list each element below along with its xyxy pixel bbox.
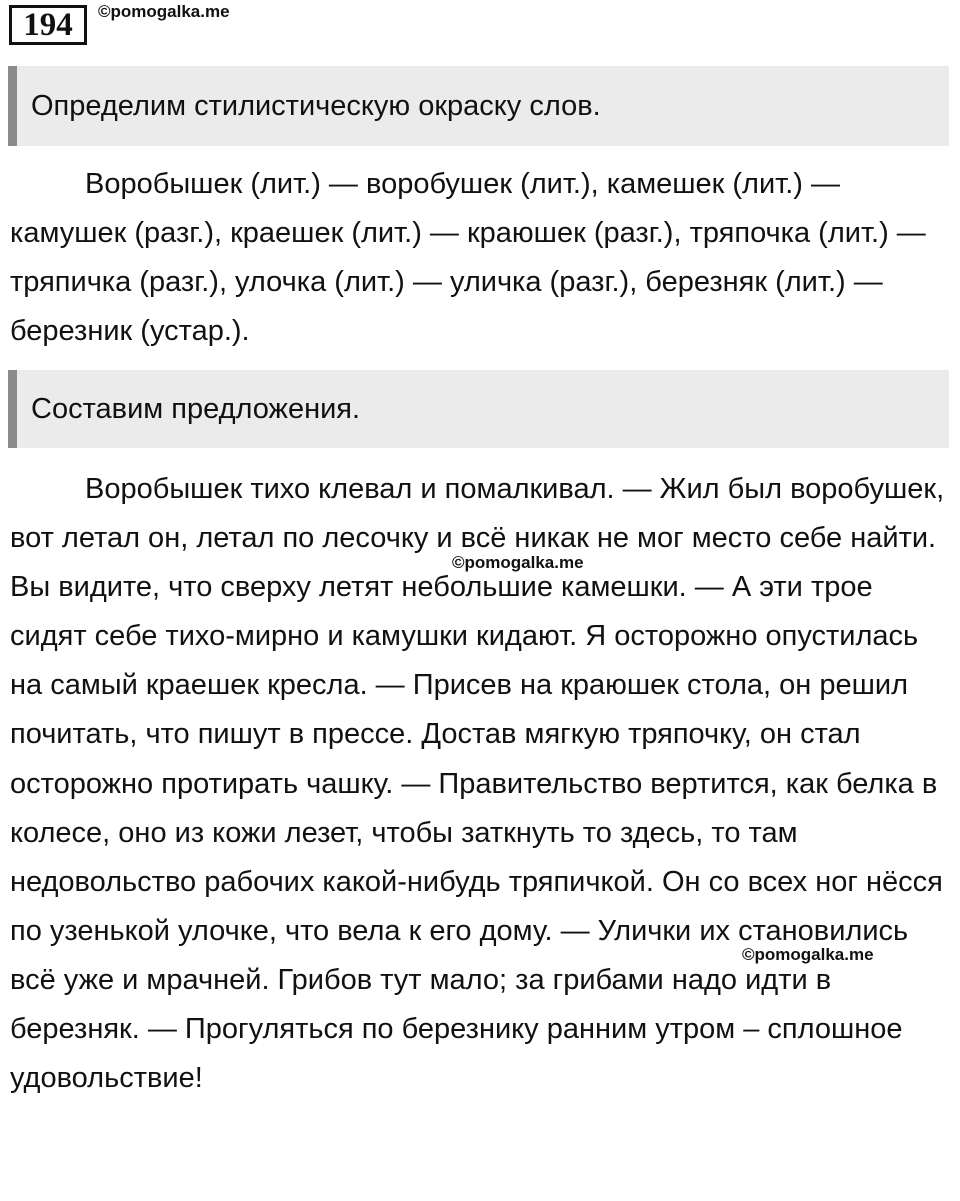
section-heading-1 xyxy=(8,66,949,146)
section-heading-1-text: Определим стилистическую окраску слов. xyxy=(31,89,601,122)
task-number: 194 xyxy=(23,6,73,43)
watermark-lower: ©pomogalka.me xyxy=(742,945,874,964)
task-number-box xyxy=(9,5,87,45)
watermark-middle: ©pomogalka.me xyxy=(452,553,584,572)
section-heading-2-text: Составим предложения. xyxy=(31,392,361,425)
section-heading-2 xyxy=(8,370,949,448)
watermark-top: ©pomogalka.me xyxy=(98,2,230,21)
section-text-2: Воробышек тихо клевал и помалкивал. — Жил был воробушек, вот летал он, летал по лесочку и всё никак не мог место себе найти. Вы видите, что сверху летят небольшие камешки. — А эти трое сидят себе тихо-мирно и камушки кидают. Я осторожно опустилась на самый краешек кресла. — Присев на краюшек стола, он решил почитать, что пишут в прессе. Достав мягкую тряпочку, он стал осторожно протирать чашку. — Правительство вертится, как белка в колесе, оно из кожи лезет, чтобы заткнуть то здесь, то там недовольство рабочих какой-нибудь тряпичкой. Он со всех ног нёсся по узенькой улочке, что вела к его дому. — Улички их становились всё уже и мрачней. Грибов тут мало; за грибами надо идти в березняк. — Прогуляться по березнику ранним утром – сплошное удовольствие! xyxy=(10,473,945,1095)
section-text-1: Воробышек (лит.) — воробушек (лит.), камешек (лит.) — камушек (разг.), краешек (лит.) — краюшек (разг.), тряпочка (лит.) — тряпичка (разг.), улочка (лит.) — уличка (разг.), березняк (лит.) — березник (устар.). xyxy=(10,168,926,348)
